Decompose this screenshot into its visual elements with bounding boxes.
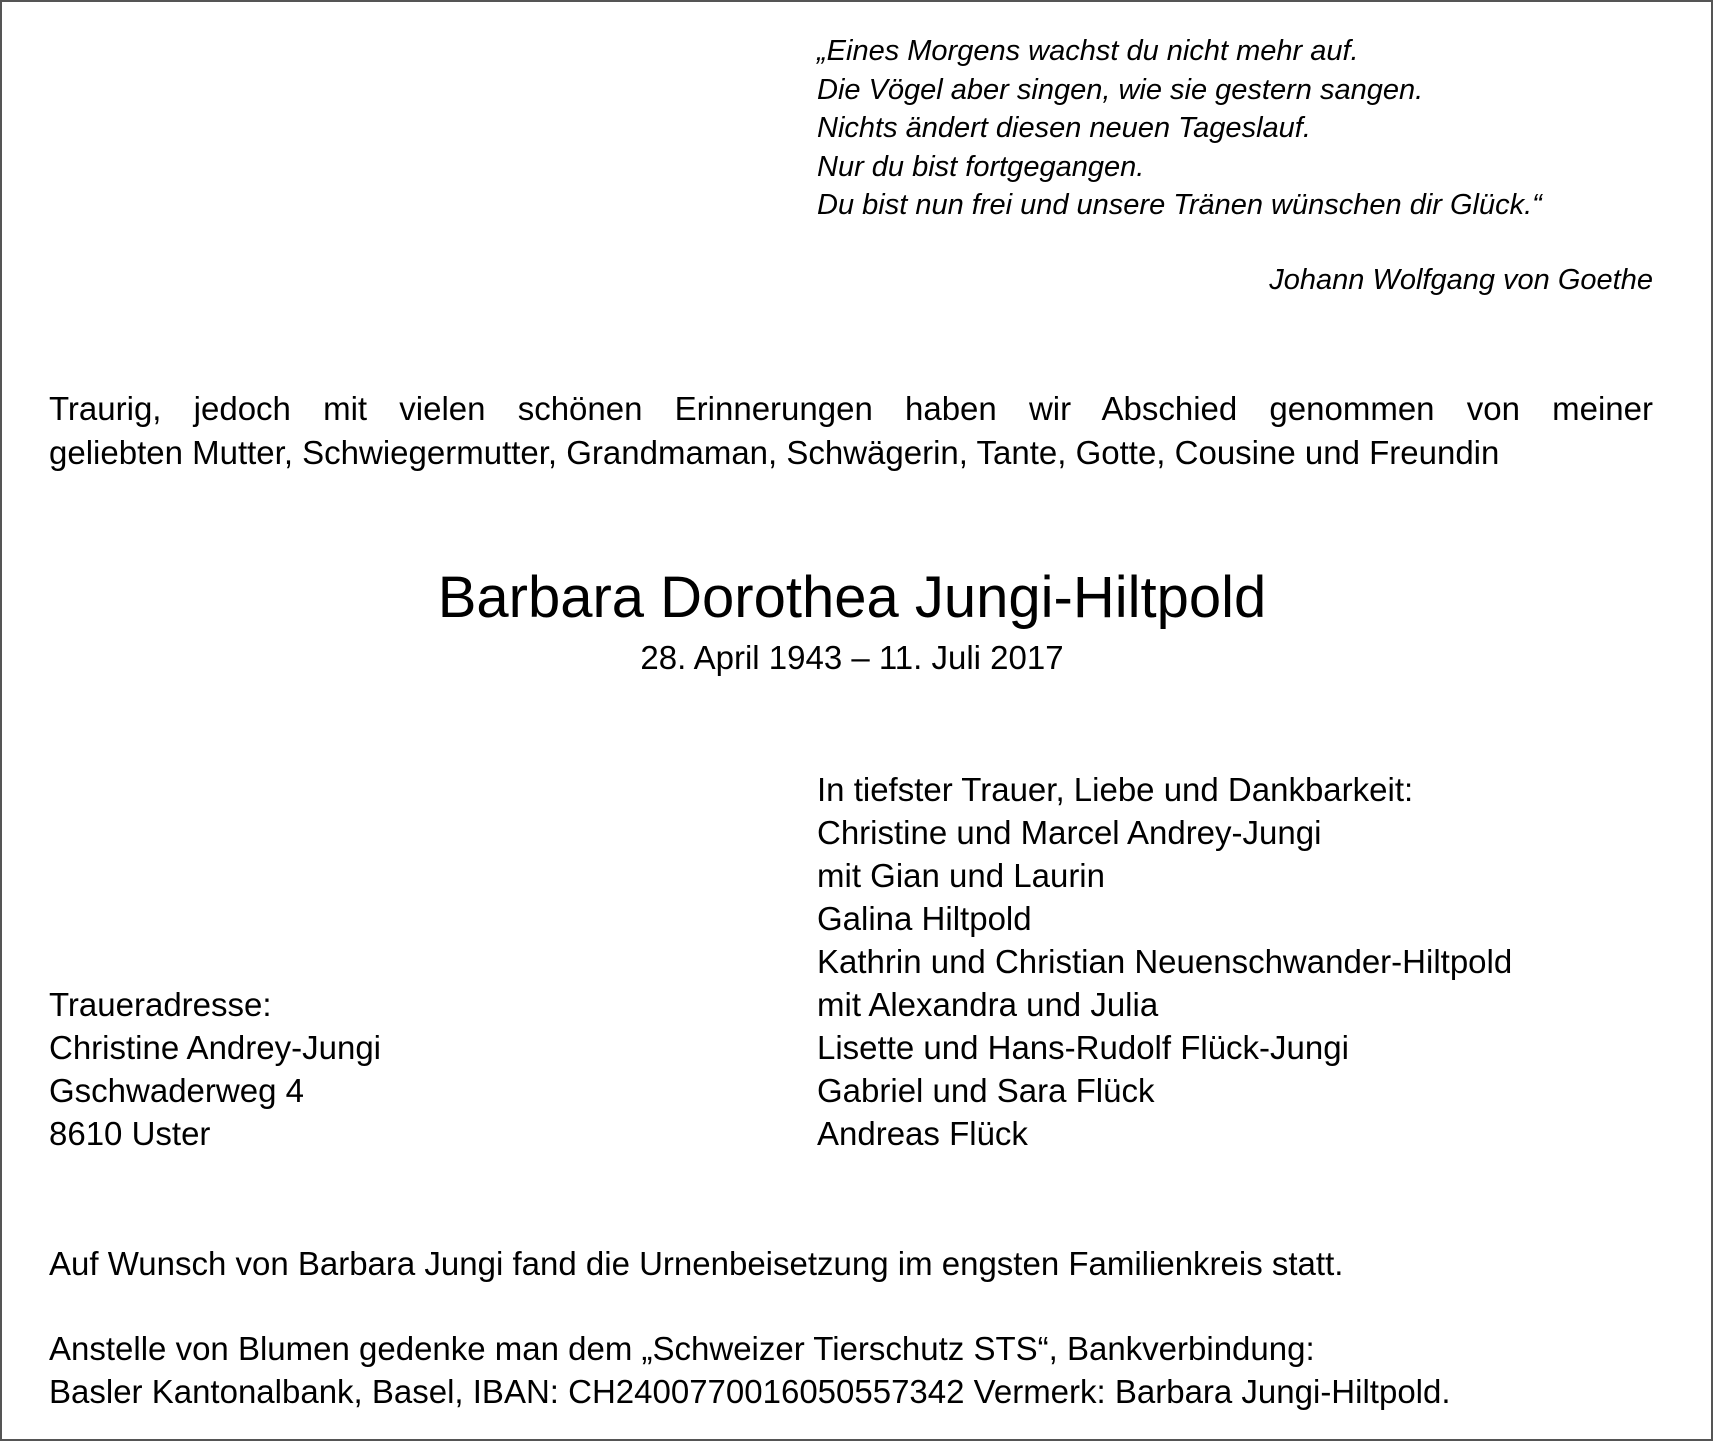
intro-line: geliebten Mutter, Schwiegermutter, Grandmaman, Schwägerin, Tante, Gotte, Cousine und Freundin <box>49 434 1500 471</box>
mourner-line: Galina Hiltpold <box>817 900 1032 937</box>
quote-line: Nichts ändert diesen neuen Tageslauf. <box>817 112 1311 144</box>
mourning-address <box>49 983 381 1155</box>
quote-line: Nur du bist fortgegangen. <box>817 150 1145 183</box>
donation-line: Basler Kantonalbank, Basel, IBAN: CH2400770016050557342 Vermerk: Barbara Jungi-Hiltpold. <box>49 1373 1451 1410</box>
life-dates: 28. April 1943 – 11. Juli 2017 <box>640 639 1064 676</box>
goethe-quote <box>817 32 1657 225</box>
mourner-line: Andreas Flück <box>817 1115 1028 1152</box>
donation-info <box>49 1327 1451 1413</box>
mourner-line: Gabriel und Sara Flück <box>817 1072 1155 1109</box>
intro-text <box>49 387 1653 475</box>
quote-line: „Eines Morgens wachst du nicht mehr auf. <box>817 35 1359 67</box>
quote-line: Du bist nun frei und unsere Tränen wünschen dir Glück.“ <box>817 189 1542 221</box>
address-line: Christine Andrey-Jungi <box>49 1029 381 1066</box>
intro-line: Traurig, jedoch mit vielen schönen Erinnerungen haben wir Abschied genommen von meiner <box>49 390 1653 427</box>
mourner-line: In tiefster Trauer, Liebe und Dankbarkeit: <box>817 771 1414 808</box>
mourners-list <box>817 768 1512 1155</box>
address-line: Gschwaderweg 4 <box>49 1072 304 1109</box>
donation-line: Anstelle von Blumen gedenke man dem „Schweizer Tierschutz STS“, Bankverbindung: <box>49 1330 1315 1367</box>
mourner-line: Kathrin und Christian Neuenschwander-Hiltpold <box>817 943 1513 980</box>
quote-line: Die Vögel aber singen, wie sie gestern sangen. <box>817 73 1424 106</box>
quote-author: Johann Wolfgang von Goethe <box>1269 264 1653 296</box>
mourner-line: Lisette und Hans-Rudolf Flück-Jungi <box>817 1029 1349 1066</box>
burial-note: Auf Wunsch von Barbara Jungi fand die Urnenbeisetzung im engsten Familienkreis statt. <box>49 1245 1344 1282</box>
address-line: Traueradresse: <box>49 986 272 1023</box>
mourner-line: mit Gian und Laurin <box>817 857 1105 894</box>
deceased-name: Barbara Dorothea Jungi-Hiltpold <box>437 565 1267 630</box>
mourner-line: Christine und Marcel Andrey-Jungi <box>817 814 1322 851</box>
address-line: 8610 Uster <box>49 1115 211 1152</box>
mourner-line: mit Alexandra und Julia <box>817 986 1159 1023</box>
